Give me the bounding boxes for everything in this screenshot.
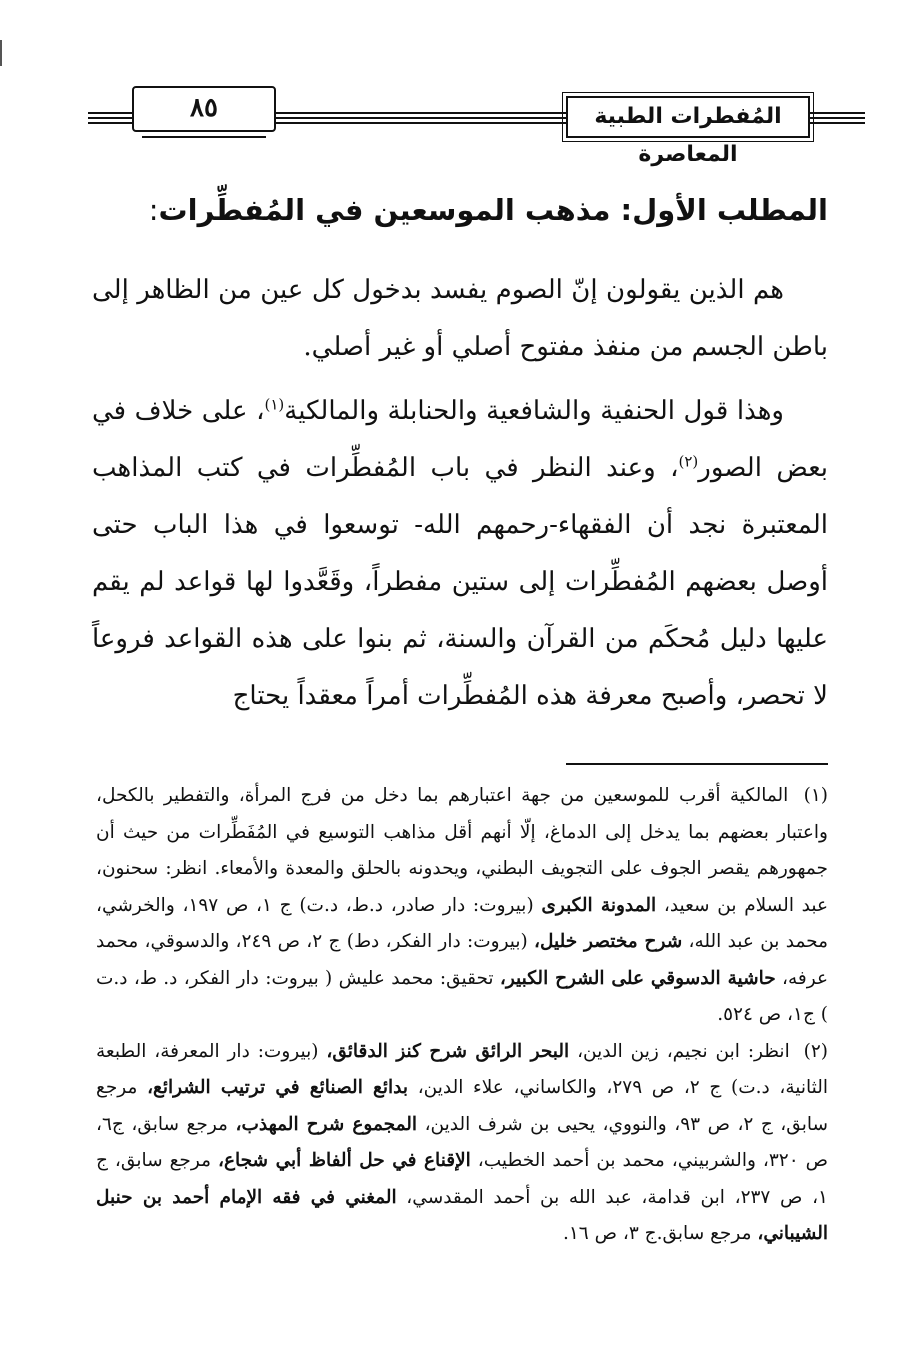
footnote-number: (١) bbox=[803, 785, 828, 806]
footnote-book-title: حاشية الدسوقي على الشرح الكبير، bbox=[499, 967, 776, 989]
section-heading-colon: : bbox=[148, 193, 159, 227]
section-heading-text: المطلب الأول: مذهب الموسعين في المُفطِّرات bbox=[158, 193, 828, 227]
footnotes bbox=[96, 778, 828, 1253]
footnote-1 bbox=[96, 778, 828, 1034]
page-number: ٨٥ bbox=[132, 86, 276, 132]
paragraph-text: ، على خلاف في بعض الصور bbox=[92, 396, 828, 483]
footnote-text: مرجع سابق، ج ١، ص ٢٣٧، ابن قدامة، عبد الله بن أحمد المقدسي، bbox=[96, 1150, 828, 1208]
footnote-text: المالكية أقرب للموسعين من جهة اعتبارهم بما دخل من فرج المرأة، والتفطير بالكحل، واعتبار بعضهم بما يدخل إلى الدماغ، إلّا أنهم أقل مذاهب التوسيع في المُفَطِّرات من حيث أن جمهورهم يقصر الجوف على التجويف البطني، ويحدونه بالحلق والمعدة والأمعاء. انظر: سحنون، عبد السلام بن سعيد، bbox=[96, 785, 829, 916]
footnote-book-title: المغني في فقه الإمام أحمد بن حنبل الشيباني، bbox=[96, 1186, 828, 1244]
page-header bbox=[88, 82, 865, 167]
footnote-text: (بيروت: دار الفكر، دط) ج ٢، ص ٢٤٩، والدسوقي، محمد عرفه، bbox=[96, 931, 828, 989]
footnote-text: (بيروت: دار صادر، د.ط، د.ت) ج ١، ص ١٩٧، والخرشي، محمد بن عبد الله، bbox=[96, 894, 828, 952]
footnote-book-title: المدونة الكبرى bbox=[541, 894, 657, 916]
footnote-text: مرجع سابق، ج٦، ص ٣٢٠، والشربيني، محمد بن أحمد الخطيب، bbox=[96, 1113, 828, 1171]
paragraph-text: وهذا قول الحنفية والشافعية والحنابلة والمالكية bbox=[284, 396, 784, 426]
footnote-book-title: شرح مختصر خليل، bbox=[534, 931, 683, 952]
footnote-text: تحقيق: محمد عليش ( بيروت: دار الفكر، د. ط، د.ت ) ج١، ص ٥٢٤. bbox=[96, 967, 828, 1025]
footnote-text: مرجع سابق.ج ٣، ص ١٦. bbox=[562, 1223, 752, 1244]
footnote-text: مرجع سابق، ج ٢، ص ٩٣، والنووي، يحيى بن شرف الدين، bbox=[96, 1077, 828, 1135]
paragraph-text: ، وعند النظر في باب المُفطِّرات في كتب المذاهب المعتبرة نجد أن الفقهاء-رحمهم الله- توسعوا في هذا الباب حتى أوصل بعضهم المُفطِّرات إلى ستين مفطراً، وقَعَّدوا لها قواعد لم يقم عليها دليل مُحكَم من القرآن والسنة، ثم بنوا على هذه القواعد فروعاً لا تحصر، وأصبح معرفة هذه المُفطِّرات أمراً معقداً يحتاج bbox=[92, 453, 828, 711]
footnote-ref-1[interactable]: (١) bbox=[264, 395, 285, 414]
paragraph-schools bbox=[92, 383, 828, 725]
paragraph-definition: هم الذين يقولون إنّ الصوم يفسد بدخول كل عين من الظاهر إلى باطن الجسم من منفذ مفتوح أصلي أو غير أصلي. bbox=[92, 275, 828, 362]
footnote-book-title: المجموع شرح المهذب، bbox=[235, 1113, 418, 1135]
footnote-number: (٢) bbox=[803, 1040, 828, 1062]
footnote-book-title: بدائع الصنائع في ترتيب الشرائع، bbox=[147, 1077, 409, 1098]
footnote-separator bbox=[566, 763, 828, 765]
footnote-ref-2[interactable]: (٢) bbox=[678, 452, 699, 471]
section-heading bbox=[88, 186, 828, 234]
footnote-2 bbox=[96, 1034, 828, 1253]
running-title: المُفطرات الطبية المعاصرة bbox=[566, 96, 810, 138]
footnote-text: (بيروت: دار المعرفة، الطبعة الثانية، د.ت) ج ٢، ص ٢٧٩، والكاساني، علاء الدين، bbox=[96, 1040, 828, 1098]
footnote-book-title: الإقناع في حل ألفاظ أبي شجاع، bbox=[217, 1150, 471, 1171]
scan-edge-mark bbox=[0, 40, 2, 66]
footnote-book-title: البحر الرائق شرح كنز الدقائق، bbox=[326, 1040, 570, 1062]
footnote-text: انظر: ابن نجيم، زين الدين، bbox=[577, 1040, 790, 1062]
